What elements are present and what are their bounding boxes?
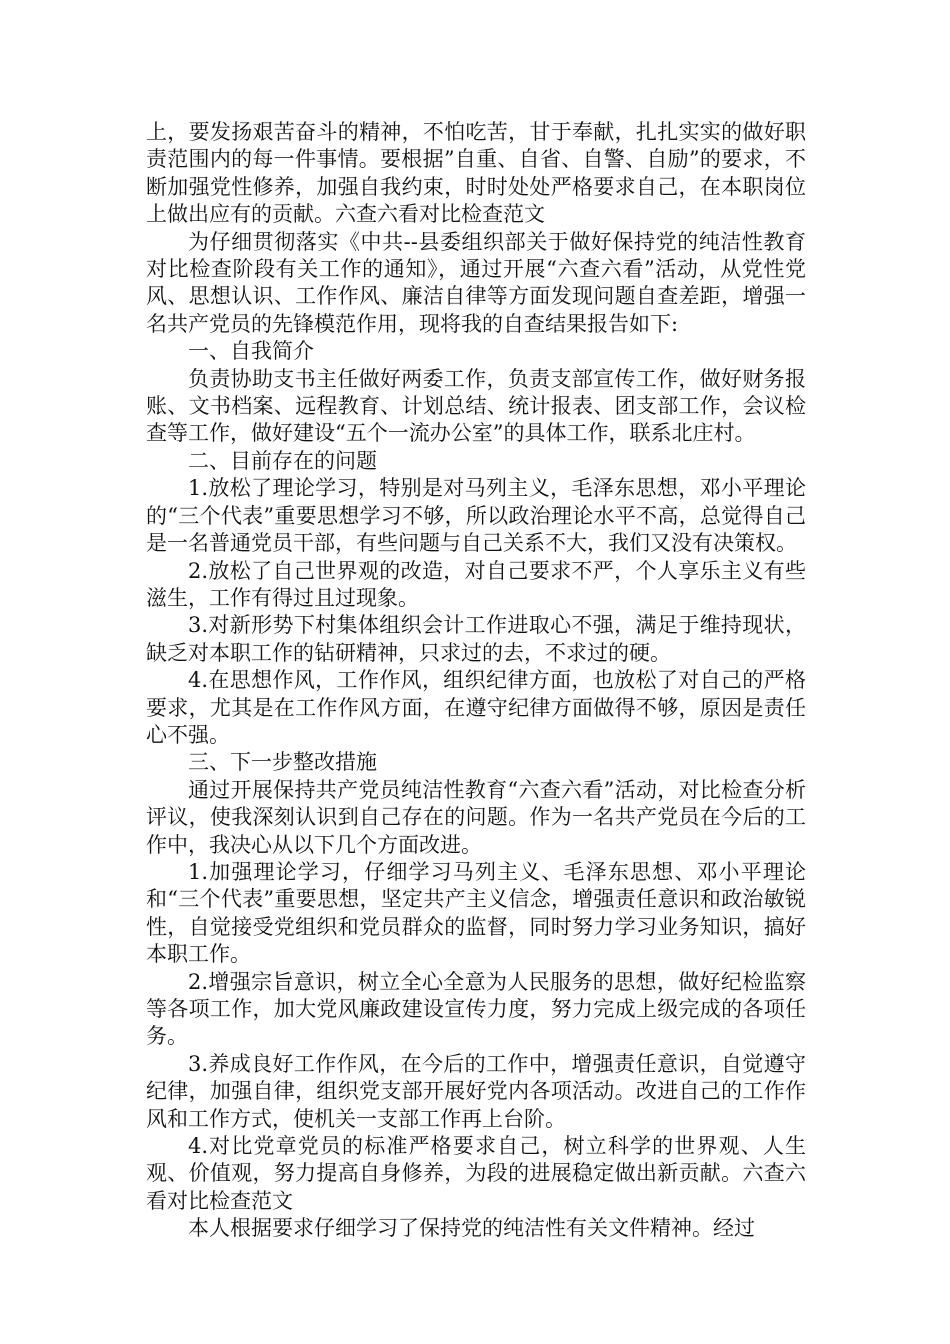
paragraph-intro-continued: 上，要发扬艰苦奋斗的精神，不怕吃苦，甘于奉献，扎扎实实的做好职责范围内的每一件事情。要根据”自重、自省、自警、自励”的要求，不断加强党性修养，加强自我约束，时时处处严格要求自己，在本职岗位上做出应有的贡献。六查六看对比检查范文 — [146, 120, 806, 227]
measure-item-4: 4.对比党章党员的标准严格要求自己，树立科学的世界观、人生观、价值观，努力提高自身修养，为段的进展稳定做出新贡献。六查六看对比检查范文 — [146, 1134, 806, 1213]
problem-item-2: 2.放松了自己世界观的改造，对自己要求不严，个人享乐主义有些滋生，工作有得过且过现象。 — [146, 558, 806, 610]
problem-item-3: 3.对新形势下村集体组织会计工作进取心不强，满足于维持现状，缺乏对本职工作的钻研精神，只求过的去，不求过的硬。 — [146, 613, 806, 665]
problem-item-1: 1.放松了理论学习，特别是对马列主义，毛泽东思想，邓小平理论的“三个代表”重要思想学习不够，所以政治理论水平不高，总觉得自己是一名普通党员干部，有些问题与自己关系不大，我们又没有决策权。 — [146, 476, 806, 556]
section-heading-measures: 三、下一步整改措施 — [188, 750, 377, 775]
document-page — [146, 119, 806, 1243]
measure-item-3: 3.养成良好工作作风，在今后的工作中，增强责任意识，自觉遵守纪律，加强自律，组织党支部开展好党内各项活动。改进自己的工作作风和工作方式，使机关一支部工作再上台阶。 — [146, 1051, 806, 1131]
measure-item-2: 2.增强宗旨意识，树立全心全意为人民服务的思想，做好纪检监察等各项工作，加大党风廉政建设宣传力度，努力完成上级完成的各项任务。 — [146, 969, 806, 1049]
paragraph-opening: 为仔细贯彻落实《中共--县委组织部关于做好保持党的纯洁性教育对比检查阶段有关工作的通知》，通过开展“六查六看”活动，从党性党风、思想认识、工作作风、廉洁自律等方面发现问题自查差距，增强一名共产党员的先锋模范作用，现将我的自查结果报告如下: — [146, 229, 806, 336]
problem-item-4: 4.在思想作风，工作作风，组织纪律方面，也放松了对自己的严格要求，尤其是在工作作风方面，在遵守纪律方面做得不够，原因是责任心不强。 — [146, 668, 806, 747]
section-heading-problems: 二、目前存在的问题 — [188, 448, 377, 473]
measure-item-1: 1.加强理论学习，仔细学习马列主义、毛泽东思想、邓小平理论和“三个代表”重要思想，坚定共产主义信念，增强责任意识和政治敏锐性，自觉接受党组织和党员群众的监督，同时努力学习业务知识，搞好本职工作。 — [146, 859, 806, 967]
paragraph-closing-start: 本人根据要求仔细学习了保持党的纯洁性有关文件精神。经过 — [188, 1216, 755, 1241]
paragraph-measures-intro: 通过开展保持共产党员纯洁性教育“六查六看”活动，对比检查分析评议，使我深刻认识到自己存在的问题。作为一名共产党员在今后的工作中，我决心从以下几个方面改进。 — [146, 777, 806, 857]
paragraph-self-intro: 负责协助支书主任做好两委工作，负责支部宣传工作，做好财务报账、文书档案、远程教育、计划总结、统计报表、团支部工作，会议检查等工作，做好建设“五个一流办公室”的具体工作，联系北庄村。 — [146, 366, 806, 446]
section-heading-self-intro: 一、自我简介 — [188, 339, 314, 364]
